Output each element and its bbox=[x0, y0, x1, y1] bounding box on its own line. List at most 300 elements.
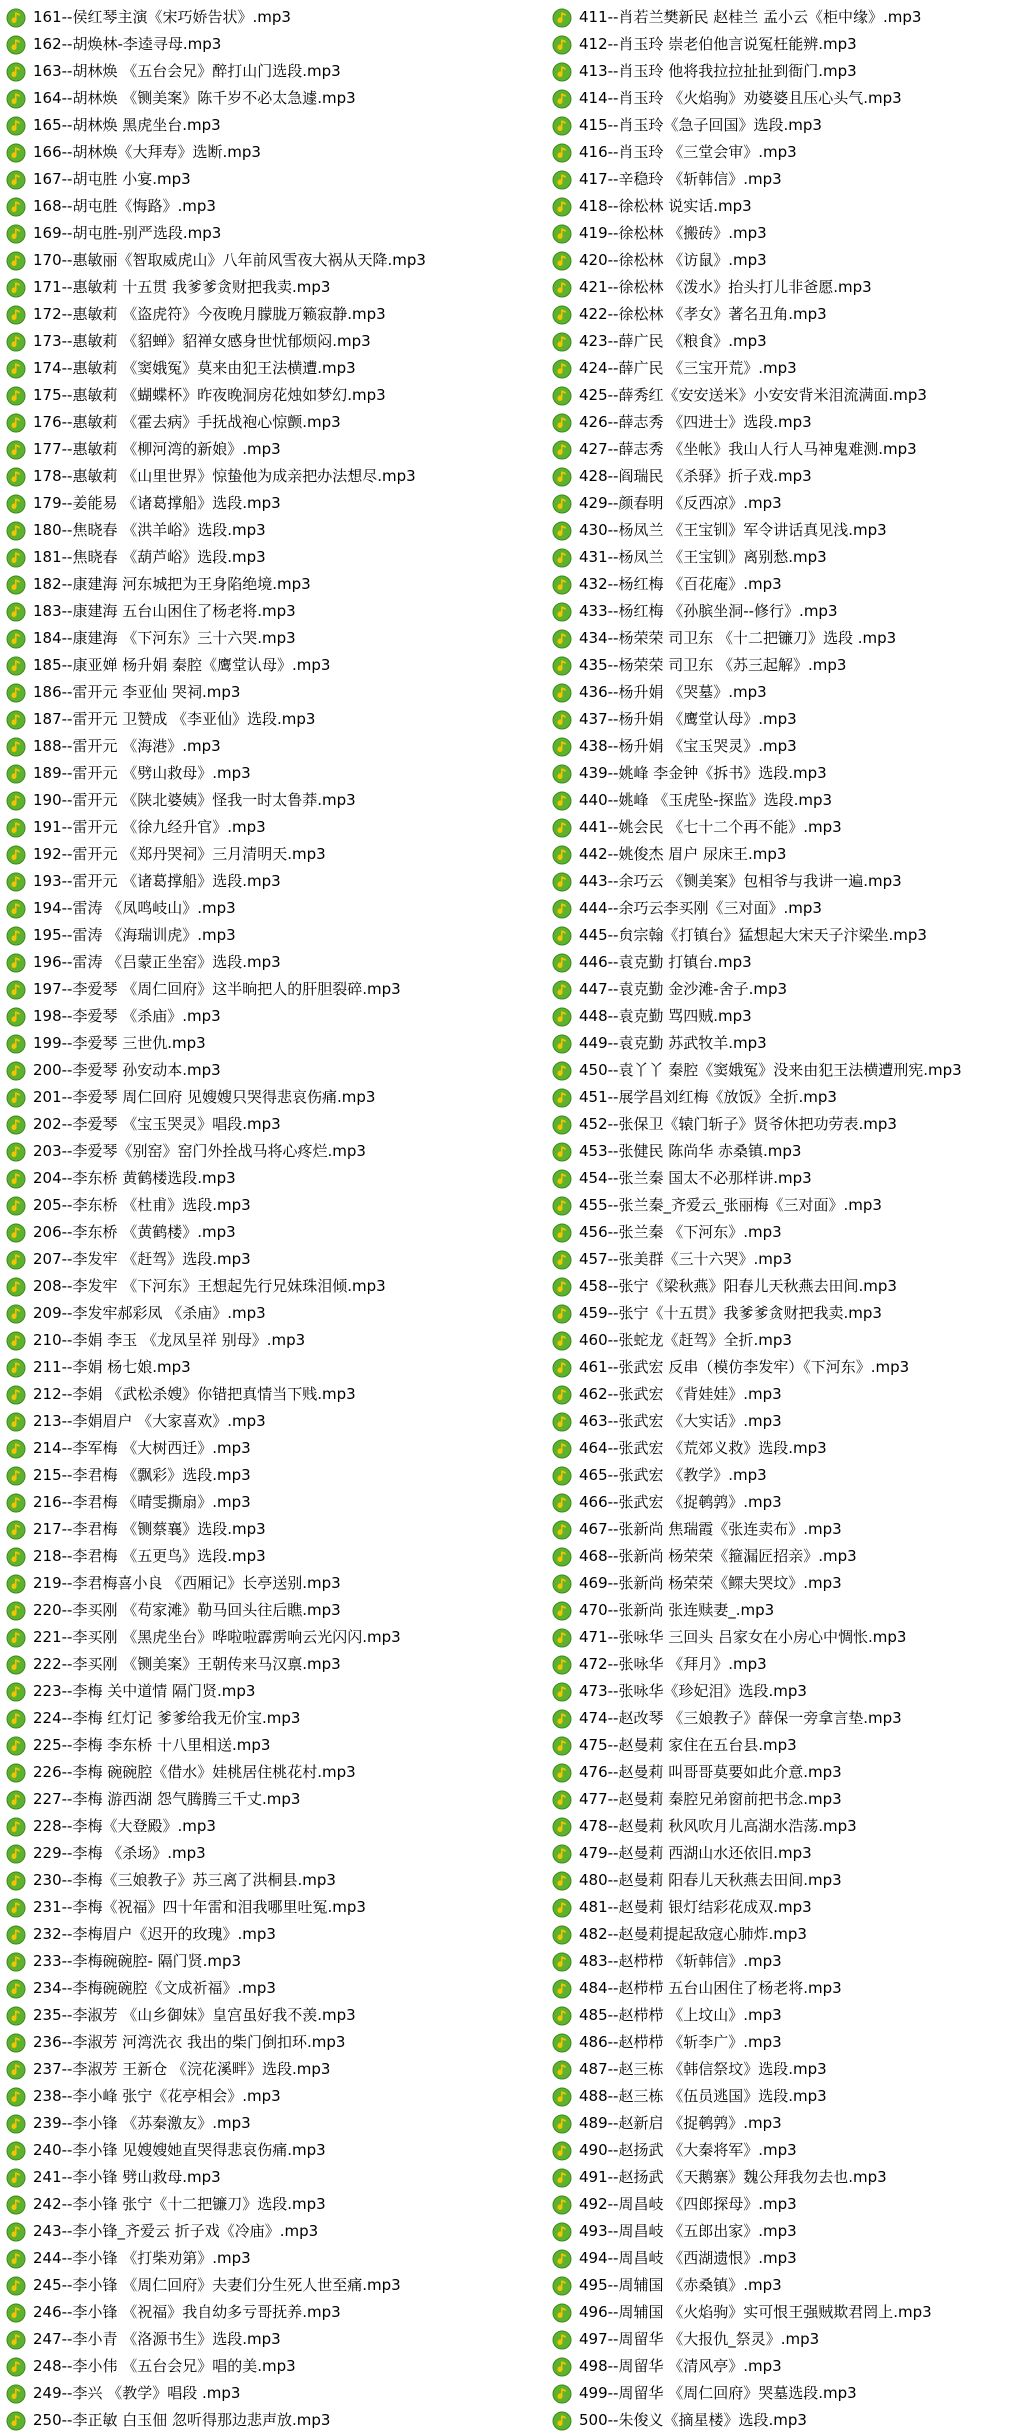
file-list-item[interactable] bbox=[552, 247, 1022, 274]
file-list-item[interactable] bbox=[6, 274, 546, 301]
file-list-item[interactable] bbox=[552, 1975, 1022, 2002]
file-list-item[interactable] bbox=[552, 2245, 1022, 2272]
file-list-item[interactable] bbox=[552, 1111, 1022, 1138]
file-name: 426--薛志秀 《四进士》选段.mp3 bbox=[579, 413, 812, 431]
file-list-item[interactable] bbox=[6, 2218, 546, 2245]
file-list-item[interactable] bbox=[552, 1894, 1022, 1921]
audio-file-icon bbox=[6, 1547, 26, 1567]
file-list-item[interactable] bbox=[6, 1300, 546, 1327]
file-list-item[interactable] bbox=[6, 1219, 546, 1246]
file-list-item[interactable] bbox=[552, 1192, 1022, 1219]
file-name: 411--肖若兰樊新民 赵桂兰 孟小云《柜中缘》.mp3 bbox=[579, 8, 922, 26]
file-name: 223--李梅 关中道情 隔门贤.mp3 bbox=[33, 1682, 256, 1700]
file-list-item[interactable] bbox=[6, 463, 546, 490]
file-list-item[interactable] bbox=[6, 1489, 546, 1516]
file-list-item[interactable] bbox=[6, 1759, 546, 1786]
file-list-item[interactable] bbox=[6, 949, 546, 976]
file-list-item[interactable] bbox=[552, 733, 1022, 760]
file-list-item[interactable] bbox=[6, 517, 546, 544]
file-name: 439--姚峰 李金钟《拆书》选段.mp3 bbox=[579, 764, 827, 782]
file-name: 177--惠敏莉 《柳河湾的新娘》.mp3 bbox=[33, 440, 281, 458]
file-list-item[interactable] bbox=[552, 841, 1022, 868]
file-list-item[interactable] bbox=[6, 598, 546, 625]
file-list-item[interactable] bbox=[552, 1516, 1022, 1543]
file-list-item[interactable] bbox=[6, 2137, 546, 2164]
audio-file-icon bbox=[6, 2114, 26, 2134]
file-name: 460--张蛇龙《赶驾》全折.mp3 bbox=[579, 1331, 792, 1349]
file-list-item[interactable] bbox=[6, 1057, 546, 1084]
file-name: 208--李发牢 《下河东》王想起先行兄妹珠泪倾.mp3 bbox=[33, 1277, 386, 1295]
audio-file-icon bbox=[6, 899, 26, 919]
file-list-item[interactable] bbox=[6, 2380, 546, 2407]
file-name: 172--惠敏莉 《盗虎符》今夜晚月朦胧万籁寂静.mp3 bbox=[33, 305, 386, 323]
file-list-item[interactable] bbox=[6, 1462, 546, 1489]
file-list-item[interactable] bbox=[6, 2299, 546, 2326]
audio-file-icon bbox=[6, 1682, 26, 1702]
file-list-item[interactable] bbox=[552, 760, 1022, 787]
file-list-item[interactable] bbox=[552, 1759, 1022, 1786]
file-list-item[interactable] bbox=[552, 1381, 1022, 1408]
file-name: 462--张武宏 《背娃娃》.mp3 bbox=[579, 1385, 782, 1403]
file-list-item[interactable] bbox=[552, 679, 1022, 706]
file-list-item[interactable] bbox=[552, 1813, 1022, 1840]
file-list-item[interactable] bbox=[6, 436, 546, 463]
file-list-item[interactable] bbox=[552, 2380, 1022, 2407]
audio-file-icon bbox=[552, 1196, 572, 1216]
file-list-item[interactable] bbox=[6, 1624, 546, 1651]
audio-file-icon bbox=[6, 2276, 26, 2296]
audio-file-icon bbox=[6, 1763, 26, 1783]
file-name: 217--李君梅 《铡蔡襄》选段.mp3 bbox=[33, 1520, 266, 1538]
file-list-item[interactable] bbox=[6, 4, 546, 31]
audio-file-icon bbox=[6, 1817, 26, 1837]
audio-file-icon bbox=[6, 1250, 26, 1270]
audio-file-icon bbox=[552, 764, 572, 784]
file-name: 218--李君梅 《五更鸟》选段.mp3 bbox=[33, 1547, 266, 1565]
audio-file-icon bbox=[552, 521, 572, 541]
file-name: 461--张武宏 反串（模仿李发牢）《下河东》.mp3 bbox=[579, 1358, 910, 1376]
audio-file-icon bbox=[6, 332, 26, 352]
file-list-item[interactable] bbox=[552, 1030, 1022, 1057]
audio-file-icon bbox=[6, 791, 26, 811]
file-name: 241--李小锋 劈山救母.mp3 bbox=[33, 2168, 221, 2186]
file-list-item[interactable] bbox=[552, 2110, 1022, 2137]
file-list-item[interactable] bbox=[552, 2353, 1022, 2380]
file-name: 210--李娟 李玉 《龙凤呈祥 别母》.mp3 bbox=[33, 1331, 306, 1349]
file-list-item[interactable] bbox=[552, 2029, 1022, 2056]
file-list-item[interactable] bbox=[552, 328, 1022, 355]
file-list-item[interactable] bbox=[6, 2245, 546, 2272]
file-list-item[interactable] bbox=[6, 2029, 546, 2056]
file-name: 233--李梅碗碗腔- 隔门贤.mp3 bbox=[33, 1952, 242, 1970]
file-name: 235--李淑芳 《山乡御妹》皇宫虽好我不羡.mp3 bbox=[33, 2006, 356, 2024]
audio-file-icon bbox=[6, 8, 26, 28]
file-name: 444--余巧云李买刚《三对面》.mp3 bbox=[579, 899, 822, 917]
file-list-item[interactable] bbox=[552, 625, 1022, 652]
file-list-item[interactable] bbox=[552, 1057, 1022, 1084]
file-list-item[interactable] bbox=[552, 895, 1022, 922]
audio-file-icon bbox=[552, 2357, 572, 2377]
file-name: 204--李东桥 黄鹤楼选段.mp3 bbox=[33, 1169, 236, 1187]
file-list-item[interactable] bbox=[552, 517, 1022, 544]
file-list-item[interactable] bbox=[6, 85, 546, 112]
file-list-item[interactable] bbox=[6, 2272, 546, 2299]
file-list-item[interactable] bbox=[552, 1624, 1022, 1651]
audio-file-icon bbox=[6, 1358, 26, 1378]
file-list-item[interactable] bbox=[6, 544, 546, 571]
file-list-item[interactable] bbox=[6, 1651, 546, 1678]
file-list-item[interactable] bbox=[6, 1543, 546, 1570]
file-list-item[interactable] bbox=[6, 382, 546, 409]
file-name: 466--张武宏 《捉鹌鹑》.mp3 bbox=[579, 1493, 782, 1511]
file-list-item[interactable] bbox=[6, 31, 546, 58]
file-list-item[interactable] bbox=[6, 1894, 546, 1921]
audio-file-icon bbox=[552, 899, 572, 919]
file-list-item[interactable] bbox=[6, 1003, 546, 1030]
file-list-item[interactable] bbox=[552, 85, 1022, 112]
audio-file-icon bbox=[552, 818, 572, 838]
audio-file-icon bbox=[6, 953, 26, 973]
file-name: 436--杨升娟 《哭墓》.mp3 bbox=[579, 683, 767, 701]
file-list-item[interactable] bbox=[6, 1138, 546, 1165]
file-list-item[interactable] bbox=[552, 1705, 1022, 1732]
file-list-item[interactable] bbox=[552, 4, 1022, 31]
file-list-item[interactable] bbox=[552, 1948, 1022, 1975]
audio-file-icon bbox=[6, 2087, 26, 2107]
audio-file-icon bbox=[6, 170, 26, 190]
audio-file-icon bbox=[6, 305, 26, 325]
file-list-item[interactable] bbox=[6, 328, 546, 355]
file-list-item[interactable] bbox=[6, 868, 546, 895]
file-name: 191--雷开元 《徐九经升官》.mp3 bbox=[33, 818, 266, 836]
file-list-item[interactable] bbox=[552, 1354, 1022, 1381]
audio-file-icon bbox=[552, 1547, 572, 1567]
audio-file-icon bbox=[6, 1520, 26, 1540]
file-list-item[interactable] bbox=[6, 1030, 546, 1057]
file-list-item[interactable] bbox=[552, 1219, 1022, 1246]
file-list-item[interactable] bbox=[6, 2056, 546, 2083]
audio-file-icon bbox=[552, 8, 572, 28]
file-list-item[interactable] bbox=[552, 2002, 1022, 2029]
file-list-item[interactable] bbox=[6, 1597, 546, 1624]
file-list-item[interactable] bbox=[552, 1273, 1022, 1300]
file-list-item[interactable] bbox=[552, 1327, 1022, 1354]
file-list-item[interactable] bbox=[6, 1948, 546, 1975]
file-list-item[interactable] bbox=[552, 490, 1022, 517]
file-list-item[interactable] bbox=[552, 1570, 1022, 1597]
file-list-item[interactable] bbox=[552, 2299, 1022, 2326]
file-list-item[interactable] bbox=[552, 2218, 1022, 2245]
file-list-item[interactable] bbox=[6, 1408, 546, 1435]
file-list-item[interactable] bbox=[6, 1192, 546, 1219]
file-list-item[interactable] bbox=[6, 760, 546, 787]
file-list-item[interactable] bbox=[6, 166, 546, 193]
audio-file-icon bbox=[552, 413, 572, 433]
file-list-item[interactable] bbox=[6, 2164, 546, 2191]
file-name: 497--周留华 《大报仇_祭灵》.mp3 bbox=[579, 2330, 820, 2348]
file-list-item[interactable] bbox=[6, 490, 546, 517]
file-list-item[interactable] bbox=[552, 355, 1022, 382]
file-list-item[interactable] bbox=[6, 2110, 546, 2137]
file-list-item[interactable] bbox=[552, 2164, 1022, 2191]
audio-file-icon bbox=[6, 143, 26, 163]
file-list-item[interactable] bbox=[552, 2083, 1022, 2110]
audio-file-icon bbox=[552, 359, 572, 379]
file-list-item[interactable] bbox=[6, 1813, 546, 1840]
file-list-item[interactable] bbox=[552, 1867, 1022, 1894]
audio-file-icon bbox=[6, 710, 26, 730]
file-list-item[interactable] bbox=[6, 841, 546, 868]
file-list-item[interactable] bbox=[552, 1489, 1022, 1516]
file-list-item[interactable] bbox=[552, 220, 1022, 247]
file-list-item[interactable] bbox=[6, 976, 546, 1003]
file-name: 434--杨荣荣 司卫东 《十二把镰刀》选段 .mp3 bbox=[579, 629, 897, 647]
file-list-item[interactable] bbox=[6, 1678, 546, 1705]
file-list-item[interactable] bbox=[552, 1462, 1022, 1489]
audio-file-icon bbox=[552, 2114, 572, 2134]
audio-file-icon bbox=[6, 2033, 26, 2053]
file-list-item[interactable] bbox=[6, 652, 546, 679]
file-list-item[interactable] bbox=[552, 1246, 1022, 1273]
file-name: 246--李小锋 《祝福》我自幼多亏哥抚养.mp3 bbox=[33, 2303, 341, 2321]
audio-file-icon bbox=[552, 2033, 572, 2053]
file-list-item[interactable] bbox=[6, 679, 546, 706]
file-list-item[interactable] bbox=[552, 976, 1022, 1003]
file-list-item[interactable] bbox=[552, 544, 1022, 571]
file-list-item[interactable] bbox=[6, 1435, 546, 1462]
audio-file-icon bbox=[552, 1682, 572, 1702]
file-name: 455--张兰秦_齐爱云_张丽梅《三对面》.mp3 bbox=[579, 1196, 882, 1214]
file-list-item[interactable] bbox=[552, 58, 1022, 85]
file-list-item[interactable] bbox=[6, 193, 546, 220]
file-name: 184--康建海 《下河东》三十六哭.mp3 bbox=[33, 629, 296, 647]
file-list-item[interactable] bbox=[6, 139, 546, 166]
file-list-item[interactable] bbox=[6, 1084, 546, 1111]
file-list-item[interactable] bbox=[6, 2191, 546, 2218]
audio-file-icon bbox=[6, 2168, 26, 2188]
file-list-item[interactable] bbox=[6, 787, 546, 814]
file-list-item[interactable] bbox=[6, 571, 546, 598]
file-name: 468--张新尚 杨荣荣《箍漏匠招亲》.mp3 bbox=[579, 1547, 857, 1565]
file-list-item[interactable] bbox=[6, 409, 546, 436]
file-name: 182--康建海 河东城把为王身陷绝境.mp3 bbox=[33, 575, 311, 593]
file-list-item[interactable] bbox=[552, 409, 1022, 436]
file-name: 161--侯红琴主演《宋巧娇告状》.mp3 bbox=[33, 8, 291, 26]
file-list-item[interactable] bbox=[6, 1705, 546, 1732]
file-name: 183--康建海 五台山困住了杨老将.mp3 bbox=[33, 602, 296, 620]
file-name: 488--赵三栋 《伍员逃国》选段.mp3 bbox=[579, 2087, 827, 2105]
file-name: 475--赵曼莉 家住在五台县.mp3 bbox=[579, 1736, 797, 1754]
file-name: 493--周昌岐 《五郎出家》.mp3 bbox=[579, 2222, 797, 2240]
file-list-item[interactable] bbox=[6, 355, 546, 382]
file-name: 242--李小锋 张宁《十二把镰刀》选段.mp3 bbox=[33, 2195, 326, 2213]
file-list-item[interactable] bbox=[552, 652, 1022, 679]
file-list-item[interactable] bbox=[6, 922, 546, 949]
file-list-item[interactable] bbox=[6, 112, 546, 139]
file-list-item[interactable] bbox=[552, 571, 1022, 598]
file-list-item[interactable] bbox=[552, 2191, 1022, 2218]
file-list-item[interactable] bbox=[6, 1327, 546, 1354]
file-list-item[interactable] bbox=[552, 814, 1022, 841]
file-name: 428--阎瑞民 《杀驿》折子戏.mp3 bbox=[579, 467, 812, 485]
file-list-item[interactable] bbox=[6, 220, 546, 247]
audio-file-icon bbox=[6, 656, 26, 676]
file-name: 498--周留华 《清风亭》.mp3 bbox=[579, 2357, 782, 2375]
file-list-item[interactable] bbox=[6, 1111, 546, 1138]
file-name: 419--徐松林 《搬砖》.mp3 bbox=[579, 224, 767, 242]
file-list-item[interactable] bbox=[552, 1921, 1022, 1948]
file-list-item[interactable] bbox=[6, 1246, 546, 1273]
audio-file-icon bbox=[6, 35, 26, 55]
file-list-item[interactable] bbox=[552, 1300, 1022, 1327]
file-name: 245--李小锋 《周仁回府》夫妻们分生死人世至痛.mp3 bbox=[33, 2276, 401, 2294]
file-list-item[interactable] bbox=[552, 868, 1022, 895]
file-list-item[interactable] bbox=[552, 922, 1022, 949]
file-list-item[interactable] bbox=[6, 1975, 546, 2002]
file-list-item[interactable] bbox=[6, 625, 546, 652]
file-list-item[interactable] bbox=[552, 1084, 1022, 1111]
file-list-item[interactable] bbox=[552, 436, 1022, 463]
file-list-item[interactable] bbox=[6, 1354, 546, 1381]
file-list-item[interactable] bbox=[6, 58, 546, 85]
file-list-item[interactable] bbox=[552, 382, 1022, 409]
file-name: 479--赵曼莉 西湖山水还依旧.mp3 bbox=[579, 1844, 812, 1862]
audio-file-icon bbox=[552, 1925, 572, 1945]
file-name: 437--杨升娟 《鹰堂认母》.mp3 bbox=[579, 710, 797, 728]
file-list-item[interactable] bbox=[552, 274, 1022, 301]
file-name: 412--肖玉玲 崇老伯他言说冤枉能辨.mp3 bbox=[579, 35, 857, 53]
file-name: 213--李娟眉户 《大家喜欢》.mp3 bbox=[33, 1412, 266, 1430]
audio-file-icon bbox=[6, 1061, 26, 1081]
file-name: 219--李君梅喜小良 《西厢记》长亭送别.mp3 bbox=[33, 1574, 341, 1592]
file-list-item[interactable] bbox=[6, 1570, 546, 1597]
file-name: 187--雷开元 卫赞成 《李亚仙》选段.mp3 bbox=[33, 710, 316, 728]
file-name: 432--杨红梅 《百花庵》.mp3 bbox=[579, 575, 782, 593]
file-name: 249--李兴 《教学》唱段 .mp3 bbox=[33, 2384, 241, 2402]
file-list-item[interactable] bbox=[6, 1840, 546, 1867]
file-list-item[interactable] bbox=[552, 301, 1022, 328]
audio-file-icon bbox=[552, 1844, 572, 1864]
audio-file-icon bbox=[552, 1628, 572, 1648]
file-name: 414--肖玉玲 《火焰驹》劝婆婆且压心头气.mp3 bbox=[579, 89, 902, 107]
file-name: 471--张咏华 三回头 吕家女在小房心中惆怅.mp3 bbox=[579, 1628, 907, 1646]
audio-file-icon bbox=[552, 1115, 572, 1135]
file-list-item[interactable] bbox=[552, 2326, 1022, 2353]
audio-file-icon bbox=[552, 683, 572, 703]
file-name: 453--张健民 陈尚华 赤桑镇.mp3 bbox=[579, 1142, 802, 1160]
file-list-item[interactable] bbox=[552, 1786, 1022, 1813]
file-list-item[interactable] bbox=[6, 895, 546, 922]
file-name: 199--李爱琴 三世仇.mp3 bbox=[33, 1034, 206, 1052]
file-list-item[interactable] bbox=[552, 1165, 1022, 1192]
file-name: 250--李正敏 白玉佃 忽听得那边悲声放.mp3 bbox=[33, 2411, 331, 2429]
file-list-item[interactable] bbox=[552, 787, 1022, 814]
file-list-item[interactable] bbox=[552, 1651, 1022, 1678]
file-name: 162--胡焕林-李逵寻母.mp3 bbox=[33, 35, 222, 53]
file-list-item[interactable] bbox=[552, 1435, 1022, 1462]
audio-file-icon bbox=[552, 1763, 572, 1783]
file-name: 192--雷开元 《郑丹哭祠》三月清明天.mp3 bbox=[33, 845, 326, 863]
file-name: 178--惠敏莉 《山里世界》惊蛰他为成亲把办法想尽.mp3 bbox=[33, 467, 416, 485]
file-list-item[interactable] bbox=[552, 1003, 1022, 1030]
file-list-item[interactable] bbox=[552, 598, 1022, 625]
file-list-item[interactable] bbox=[552, 1732, 1022, 1759]
file-list-item[interactable] bbox=[552, 193, 1022, 220]
file-list-item[interactable] bbox=[6, 1786, 546, 1813]
file-list-item[interactable] bbox=[6, 1867, 546, 1894]
file-list-item[interactable] bbox=[6, 301, 546, 328]
file-list-item[interactable] bbox=[552, 1543, 1022, 1570]
file-list-item[interactable] bbox=[6, 247, 546, 274]
file-name: 485--赵栉栉 《上坟山》.mp3 bbox=[579, 2006, 782, 2024]
audio-file-icon bbox=[552, 737, 572, 757]
audio-file-icon bbox=[6, 2006, 26, 2026]
file-list-item[interactable] bbox=[552, 1597, 1022, 1624]
audio-file-icon bbox=[6, 980, 26, 1000]
file-name: 237--李淑芳 王新仓 《浣花溪畔》选段.mp3 bbox=[33, 2060, 331, 2078]
file-list-item[interactable] bbox=[6, 1381, 546, 1408]
file-list-item[interactable] bbox=[552, 706, 1022, 733]
audio-file-icon bbox=[6, 2060, 26, 2080]
file-list-item[interactable] bbox=[6, 733, 546, 760]
file-list-item[interactable] bbox=[552, 463, 1022, 490]
file-name: 447--袁克勤 金沙滩-舍子.mp3 bbox=[579, 980, 788, 998]
file-list-item[interactable] bbox=[6, 2326, 546, 2353]
file-list-item[interactable] bbox=[6, 1732, 546, 1759]
audio-file-icon bbox=[552, 305, 572, 325]
file-list-item[interactable] bbox=[6, 2002, 546, 2029]
file-list-item[interactable] bbox=[552, 31, 1022, 58]
file-list-item[interactable] bbox=[6, 2353, 546, 2380]
file-list-item[interactable] bbox=[6, 1516, 546, 1543]
file-list-item[interactable] bbox=[552, 1678, 1022, 1705]
file-list-item[interactable] bbox=[6, 814, 546, 841]
file-name: 222--李买刚 《铡美案》王朝传来马汉禀.mp3 bbox=[33, 1655, 341, 1673]
file-list-item[interactable] bbox=[552, 2272, 1022, 2299]
audio-file-icon bbox=[552, 1817, 572, 1837]
file-list-item[interactable] bbox=[552, 1408, 1022, 1435]
file-list-item[interactable] bbox=[552, 949, 1022, 976]
file-list-item[interactable] bbox=[552, 1138, 1022, 1165]
file-list-item[interactable] bbox=[552, 112, 1022, 139]
audio-file-icon bbox=[552, 2060, 572, 2080]
file-name: 230--李梅《三娘教子》苏三离了洪桐县.mp3 bbox=[33, 1871, 336, 1889]
audio-file-icon bbox=[6, 1844, 26, 1864]
audio-file-icon bbox=[552, 2141, 572, 2161]
file-list-item[interactable] bbox=[552, 1840, 1022, 1867]
file-name: 229--李梅 《杀场》.mp3 bbox=[33, 1844, 206, 1862]
file-list-item[interactable] bbox=[552, 2137, 1022, 2164]
audio-file-icon bbox=[6, 251, 26, 271]
file-list-item[interactable] bbox=[552, 139, 1022, 166]
file-list-item[interactable] bbox=[552, 2056, 1022, 2083]
file-name: 205--李东桥 《杜甫》选段.mp3 bbox=[33, 1196, 251, 1214]
file-list-item[interactable] bbox=[6, 1273, 546, 1300]
audio-file-icon bbox=[552, 278, 572, 298]
file-list-item[interactable] bbox=[6, 706, 546, 733]
file-list-item[interactable] bbox=[6, 1921, 546, 1948]
file-list-item[interactable] bbox=[6, 1165, 546, 1192]
file-list-item[interactable] bbox=[6, 2083, 546, 2110]
audio-file-icon bbox=[552, 1574, 572, 1594]
file-name: 422--徐松林 《孝女》著名丑角.mp3 bbox=[579, 305, 827, 323]
audio-file-icon bbox=[552, 1412, 572, 1432]
audio-file-icon bbox=[552, 953, 572, 973]
audio-file-icon bbox=[6, 62, 26, 82]
audio-file-icon bbox=[6, 548, 26, 568]
file-name: 180--焦晓春 《洪羊峪》选段.mp3 bbox=[33, 521, 266, 539]
file-list-item[interactable] bbox=[552, 166, 1022, 193]
